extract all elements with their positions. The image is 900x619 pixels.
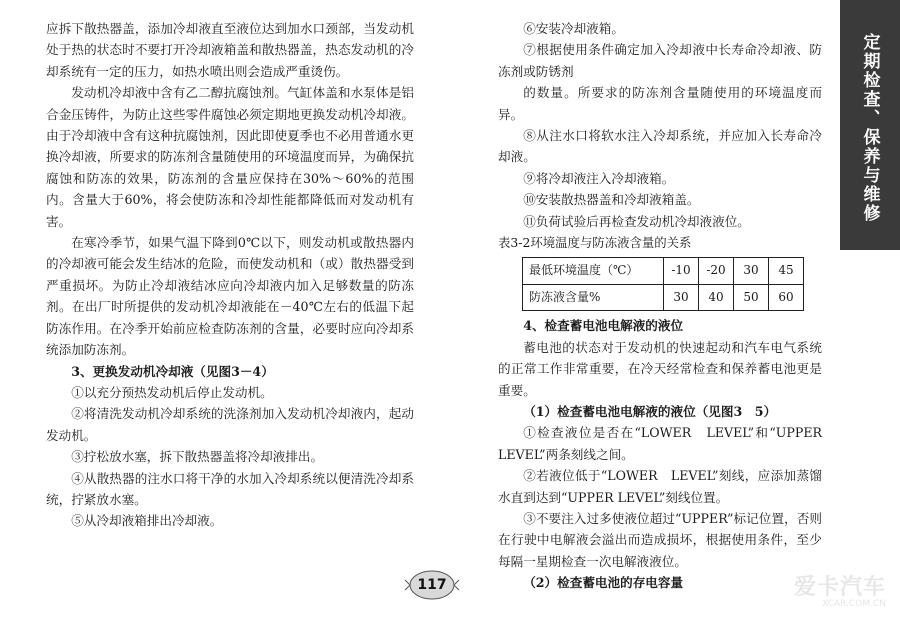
right-column	[498, 18, 822, 594]
step-item: ④从散热器的注水口将干净的水加入冷却系统以便清洗冷却系统，拧紧放水塞。	[46, 470, 414, 507]
step-item: ③拧松放水塞，拆下散热器盖将冷却液排出。	[71, 449, 324, 465]
section-heading: 4、检查蓄电池电解液的液位	[523, 318, 684, 334]
step-item: ②将清洗发动机冷却系统的洗涤剂加入发动机冷却液内，起动发动机。	[46, 406, 414, 443]
table-cell: -10	[664, 258, 699, 284]
step-item: ②若液位低于“LOWER LEVEL”刻线，应添加蒸馏水直到达到“UPPER LEVEL”刻线位置。	[498, 468, 822, 505]
table-row-label: 防冻液含量%	[523, 284, 664, 310]
step-item: 的数量。所要求的防冻剂含量随使用的环境温度而异。	[498, 85, 822, 122]
table-cell: 50	[734, 284, 769, 310]
chapter-side-tab: 定期检查、保养与维修	[840, 0, 900, 250]
section-heading: 3、更换发动机冷却液（见图3－4）	[71, 363, 274, 379]
table-row	[523, 258, 804, 284]
paragraph: 蓄电池的状态对于发动机的快速起动和汽车电气系统的正常工作非常重要，在冷天经常检查和保养蓄电池更是重要。	[498, 339, 822, 398]
table-row-label: 最低环境温度（℃）	[523, 258, 664, 284]
step-item: ③不要注入过多使液位超过“UPPER”标记位置，否则在行驶中电解液会溢出而造成损坏，根据使用条件，至少每隔一星期检查一次电解液液位。	[498, 510, 822, 569]
step-item: ⑨将冷却液注入冷却液箱。	[523, 170, 675, 186]
step-item: ①检查液位是否在“LOWER LEVEL”和“UPPER LEVEL”两条刻线之间。	[498, 425, 822, 462]
step-item: ⑥安装冷却液箱。	[523, 21, 624, 36]
subsection-heading: （2）检查蓄电池的存电容量	[523, 575, 684, 591]
page-number-badge	[404, 568, 460, 602]
left-column	[46, 18, 414, 532]
antifreeze-table	[522, 257, 804, 311]
step-item: ⑤从冷却液箱排出冷却液。	[71, 513, 223, 529]
table-cell: 60	[769, 284, 804, 310]
watermark	[794, 577, 886, 609]
table-cell: 30	[664, 284, 699, 310]
table-cell: -20	[699, 258, 734, 284]
watermark-url: XCAR.COM.CN	[822, 599, 886, 609]
table-cell: 30	[734, 258, 769, 284]
paragraph: 发动机冷却液中含有乙二醇抗腐蚀剂。气缸体盖和水泵体是铝合金压铸件，为防止这些零件腐蚀必须定期地更换发动机冷却液。由于冷却液中含有这种抗腐蚀剂，因此即使夏季也不必用普通水更换冷却液，所要求的防冻剂含量随使用的环境温度而异，为确保抗腐蚀和防冻的效果，防冻剂的含量应保持在30%～60%的范围内。含量大于60%，将会使防冻和冷却性能都降低而对发动机有害。	[46, 85, 414, 229]
table-cell: 40	[699, 284, 734, 310]
table-cell: 45	[769, 258, 804, 284]
step-item: ⑪负荷试验后再检查发动机冷却液液位。	[523, 213, 750, 229]
paragraph: 在寒冷季节，如果气温下降到0℃以下，则发动机或散热器内的冷却液可能会发生结冰的危险，而使发动机和（或）散热器受到严重损坏。为防止冷却液结冰应向冷却液内加入足够数量的防冻剂。在出厂时所提供的发动机冷却液能在－40℃左右的低温下起防冻作用。在冷季开始前应检查防冻剂的含量，必要时应向冷却系统添加防冻剂。	[46, 235, 414, 358]
paragraph: 应拆下散热器盖，添加冷却液直至液位达到加水口颈部，当发动机处于热的状态时不要打开冷却液箱盖和散热器盖，热态发动机的冷却系统有一定的压力，如热水喷出则会造成严重烫伤。	[46, 21, 414, 79]
subsection-heading: （1）检查蓄电池电解液的液位（见图3 5）	[523, 403, 777, 419]
step-item: ⑩安装散热器盖和冷却液箱盖。	[523, 192, 700, 208]
step-item: ⑦根据使用条件确定加入冷却液中长寿命冷却液、防冻剂或防锈剂	[498, 42, 822, 79]
table-caption: 表3-2环境温度与防冻液含量的关系	[498, 235, 692, 251]
watermark-text: 爱卡汽车	[793, 575, 886, 600]
page-number: 117	[417, 577, 447, 593]
table-row	[523, 284, 804, 310]
step-item: ①以充分预热发动机后停止发动机。	[71, 384, 273, 400]
step-item: ⑧从注水口将软水注入冷却系统，并应加入长寿命冷却液。	[498, 128, 822, 165]
